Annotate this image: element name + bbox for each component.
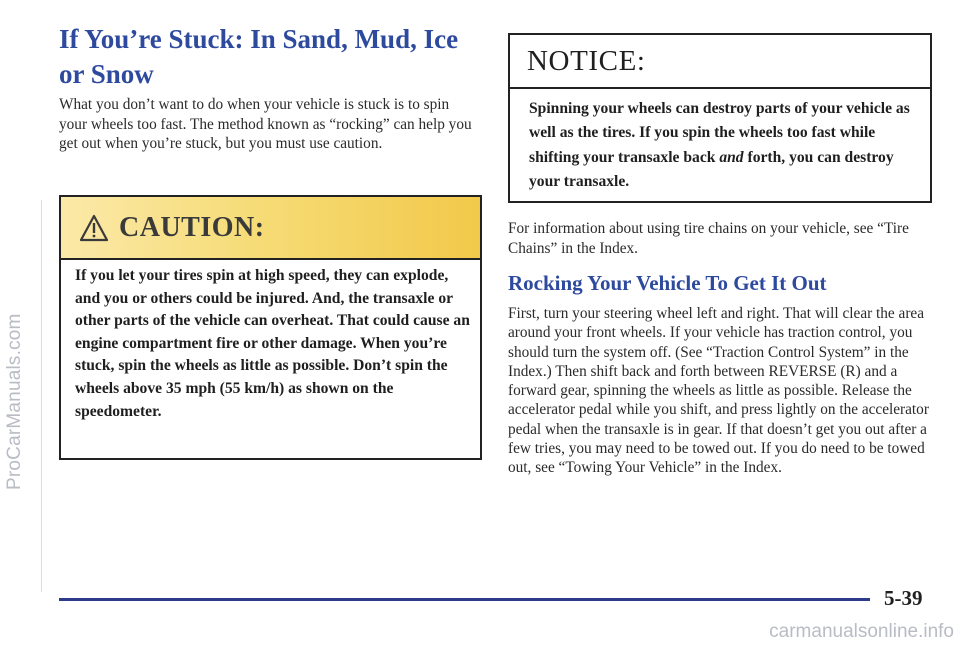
notice-header	[510, 35, 930, 89]
caution-box	[59, 195, 482, 460]
caution-title: CAUTION:	[119, 211, 265, 243]
tire-chains-paragraph: For information about using tire chains on your vehicle, see “Tire Chains” in the Index.	[508, 220, 909, 257]
rocking-paragraph: First, turn your steering wheel left and right. That will clear the area around your front wheels. If your vehicle has traction control, you should turn the system off. (See “Traction Control System” in the Index.) Then shift back and forth between REVERSE (R) and a forward gear, spinning the wheels as little as possible. Release the accelerator pedal while you shift, and press lightly on the accelerator pedal when the transaxle is in gear. If that doesn’t get you out after a few tries, you may need to be towed out. If you do need to be towed out, see “Towing Your Vehicle” in the Index.	[508, 305, 929, 477]
notice-text	[529, 97, 919, 194]
notice-text-italic: and	[719, 148, 744, 166]
rocking-heading: Rocking Your Vehicle To Get It Out	[508, 271, 827, 295]
footer-rule	[59, 598, 870, 601]
notice-box	[508, 33, 932, 203]
warning-triangle-icon	[79, 214, 109, 242]
bottom-watermark: carmanualsonline.info	[769, 621, 954, 642]
margin-rule	[41, 200, 42, 592]
notice-text-end: forth, you can destroy your transaxle.	[529, 148, 894, 190]
notice-title: NOTICE:	[527, 44, 646, 77]
side-watermark: ProCarManuals.com	[4, 313, 25, 490]
caution-header	[61, 197, 480, 260]
caution-text: If you let your tires spin at high speed, they can explode, and you or others could be injured. And, the transaxle or other parts of the vehicle can overheat. That could cause an engine compartment fire or other damage. When you’re stuck, spin the wheels as little as possible. Don’t spin the wheels above 35 mph (55 km/h) as shown on the speedometer.	[75, 267, 470, 420]
intro-paragraph: What you don’t want to do when your vehicle is stuck is to spin your wheels too fast. The method known as “rocking” can help you get out when you’re stuck, but you must use caution.	[59, 96, 472, 152]
page-number: 5-39	[884, 586, 923, 610]
page-title: If You’re Stuck: In Sand, Mud, Ice or Snow	[59, 24, 459, 89]
notice-text-start: Spinning your wheels can destroy parts of your vehicle as well as the tires. If you spin the wheels too fast while shifting your transaxle back	[529, 100, 910, 166]
